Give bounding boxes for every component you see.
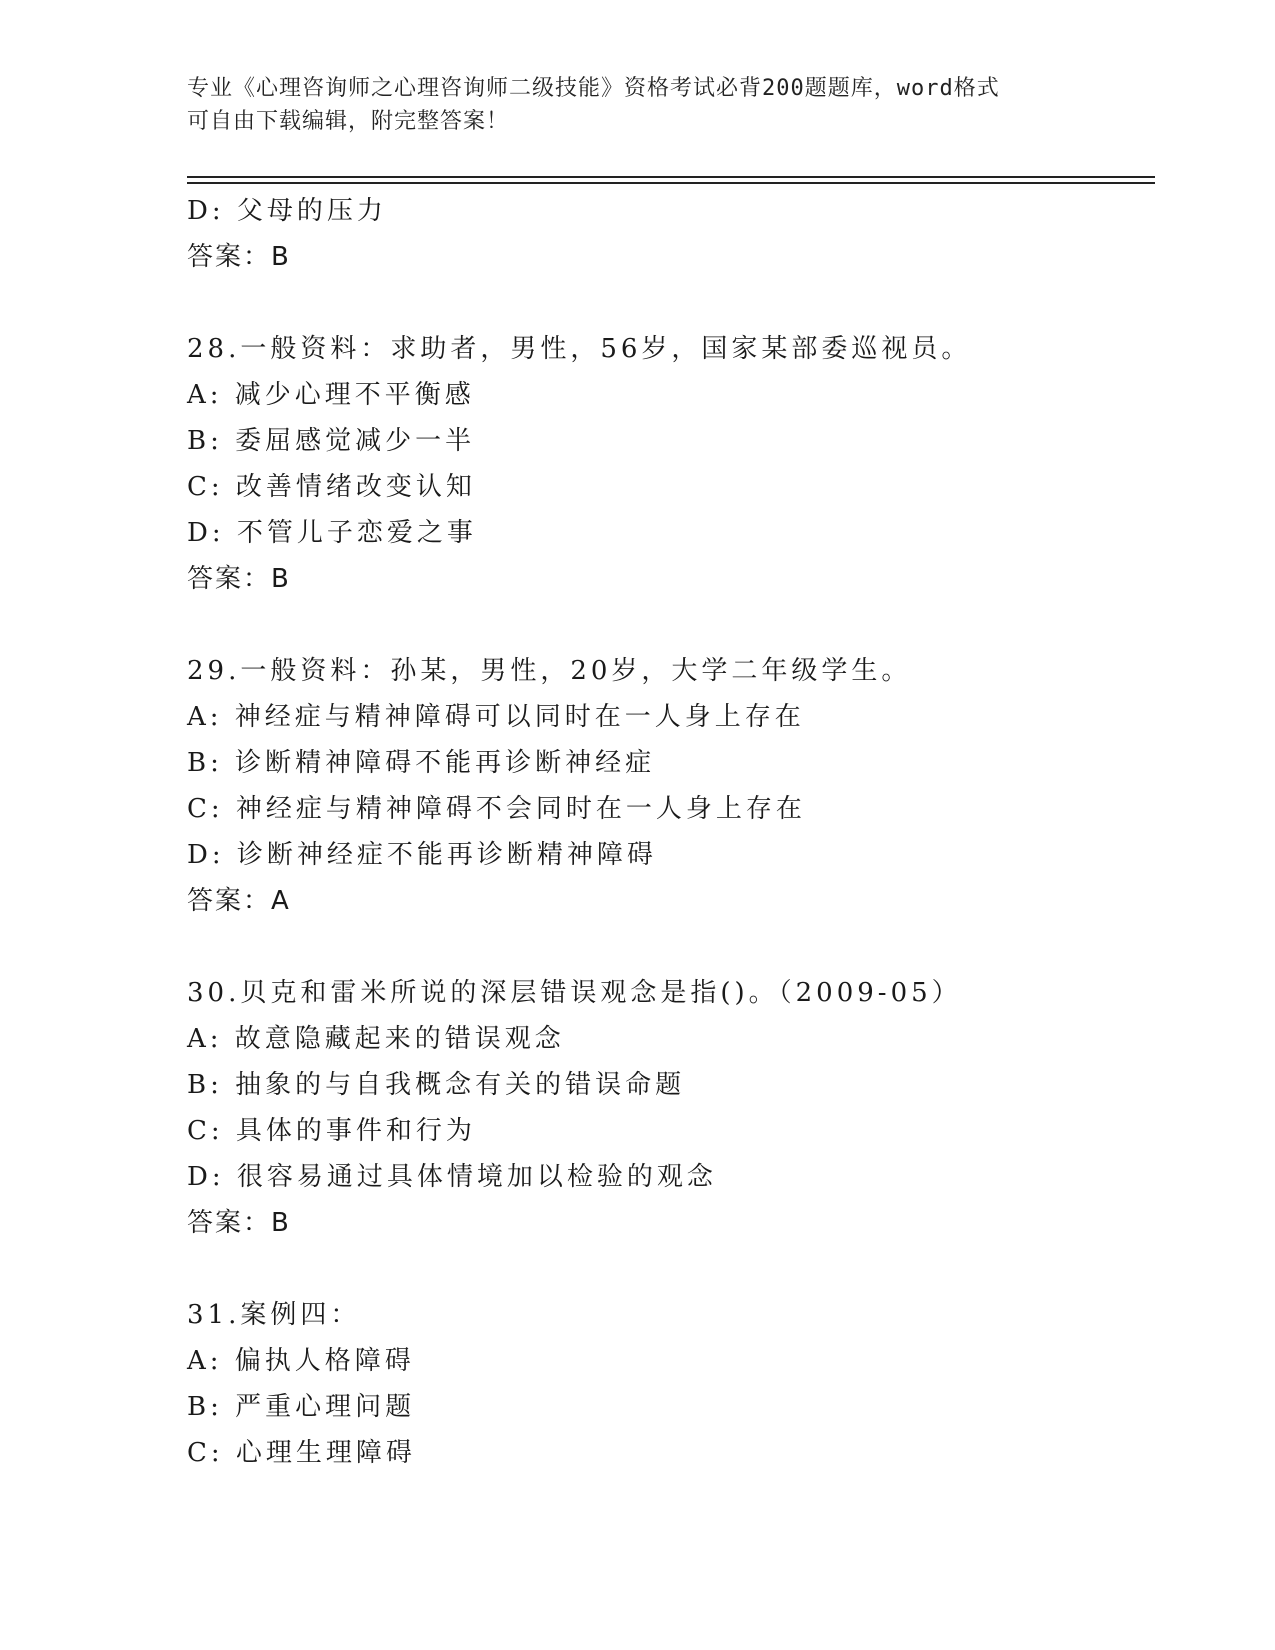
previous-question-tail [187, 188, 1147, 280]
option-c: C: 改善情绪改变认知 [187, 472, 476, 502]
question-stem: 28.一般资料：求助者，男性，56岁，国家某部委巡视员。 [187, 334, 972, 364]
option-a: A: 减少心理不平衡感 [187, 380, 475, 410]
option-d: D: 父母的压力 [187, 196, 387, 226]
answer: 答案：B [187, 242, 291, 272]
question-stem: 30.贝克和雷米所说的深层错误观念是指()。（2009-05） [187, 978, 962, 1008]
question-31 [187, 1292, 1147, 1476]
option-a: A: 神经症与精神障碍可以同时在一人身上存在 [187, 702, 805, 732]
header-divider-bottom [187, 182, 1155, 184]
option-b: B: 委屈感觉减少一半 [187, 426, 476, 456]
question-stem: 31.案例四： [187, 1300, 361, 1330]
document-header [187, 72, 1087, 138]
header-divider-top [187, 176, 1155, 178]
option-d: D: 不管儿子恋爱之事 [187, 518, 477, 548]
option-b: B: 抽象的与自我概念有关的错误命题 [187, 1070, 686, 1100]
header-line-2: 可自由下载编辑，附完整答案！ [187, 109, 510, 134]
question-list [187, 188, 1147, 1476]
question-29 [187, 648, 1147, 924]
question-30 [187, 970, 1147, 1246]
option-a: A: 偏执人格障碍 [187, 1346, 415, 1376]
option-d: D: 诊断神经症不能再诊断精神障碍 [187, 840, 657, 870]
option-c: C: 心理生理障碍 [187, 1438, 416, 1468]
option-a: A: 故意隐藏起来的错误观念 [187, 1024, 565, 1054]
answer: 答案：B [187, 564, 291, 594]
question-28 [187, 326, 1147, 602]
answer: 答案：A [187, 886, 291, 916]
header-line-1: 专业《心理咨询师之心理咨询师二级技能》资格考试必背200题题库，word格式 [187, 76, 1000, 101]
option-d: D: 很容易通过具体情境加以检验的观念 [187, 1162, 717, 1192]
option-c: C: 神经症与精神障碍不会同时在一人身上存在 [187, 794, 806, 824]
question-stem: 29.一般资料：孙某，男性，20岁，大学二年级学生。 [187, 656, 912, 686]
option-b: B: 诊断精神障碍不能再诊断神经症 [187, 748, 656, 778]
answer: 答案：B [187, 1208, 291, 1238]
option-b: B: 严重心理问题 [187, 1392, 416, 1422]
option-c: C: 具体的事件和行为 [187, 1116, 476, 1146]
